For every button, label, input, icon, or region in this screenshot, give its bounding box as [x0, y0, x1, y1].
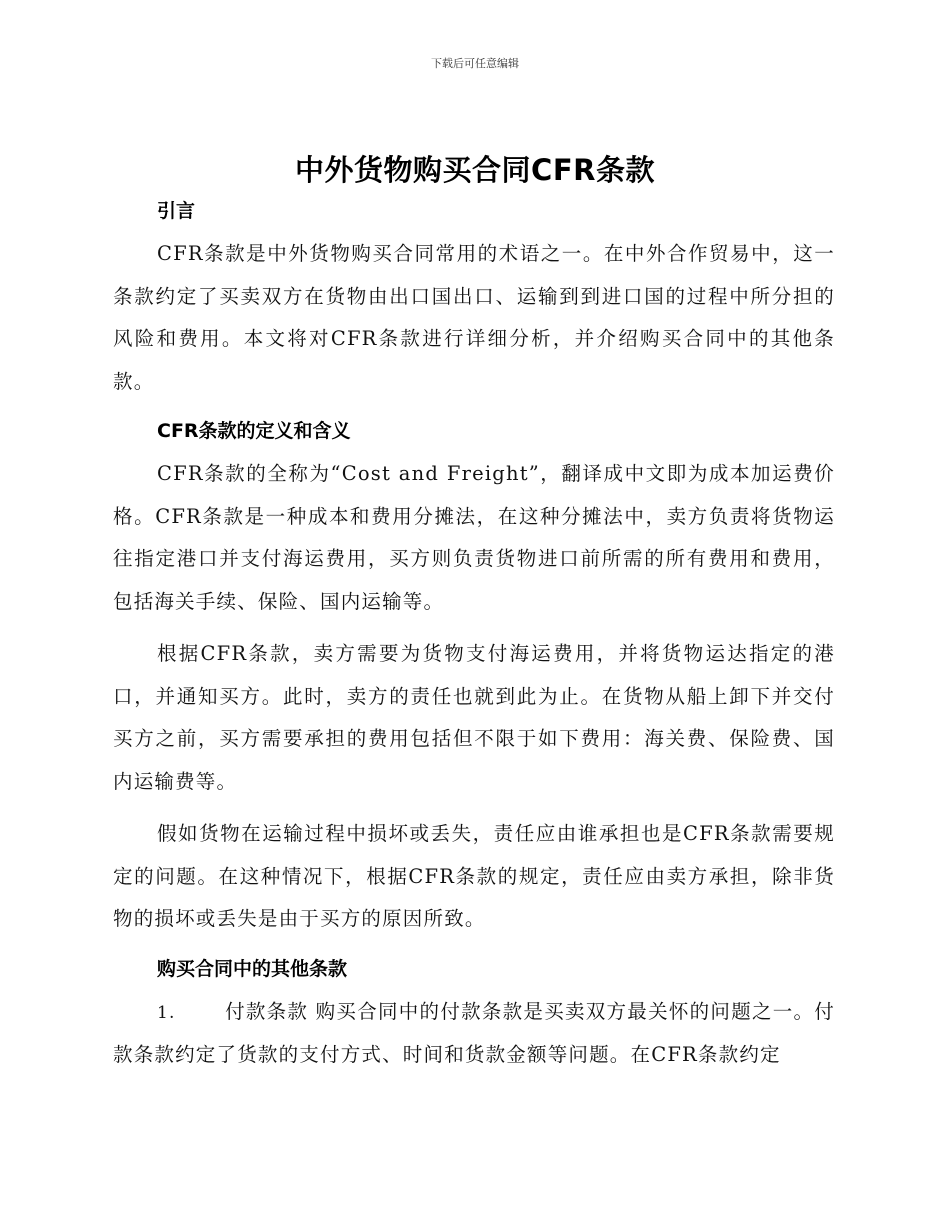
header-note: 下载后可任意编辑 [431, 57, 519, 70]
paragraph-definition-2: 根据CFR条款，卖方需要为货物支付海运费用，并将货物运达指定的港口，并通知买方。此时，卖方的责任也就到此为止。在货物从船上卸下并交付买方之前，买方需要承担的费用包括但不限于如下费用：海关费、保险费、国内运输费等。 [113, 642, 835, 793]
section-heading-other-terms: 购买合同中的其他条款 [157, 957, 348, 980]
paragraph-intro: CFR条款是中外货物购买合同常用的术语之一。在中外合作贸易中，这一条款约定了买卖双方在货物由出口国出口、运输到到进口国的过程中所分担的风险和费用。本文将对CFR条款进行详细分析，并介绍购买合同中的其他条款。 [113, 242, 835, 393]
list-item-payment [113, 991, 835, 1077]
paragraph-definition-1: CFR条款的全称为“Cost and Freight”，翻译成中文即为成本加运费价格。CFR条款是一种成本和费用分摊法，在这种分摊法中，卖方负责将货物运往指定港口并支付海运费用，买方则负责货物进口前所需的所有费用和费用，包括海关手续、保险、国内运输等。 [113, 462, 835, 613]
paragraph-definition-3: 假如货物在运输过程中损坏或丢失，责任应由谁承担也是CFR条款需要规定的问题。在这种情况下，根据CFR条款的规定，责任应由卖方承担，除非货物的损坏或丢失是由于买方的原因所致。 [113, 822, 835, 930]
document-title: 中外货物购买合同CFR条款 [295, 153, 655, 187]
section-heading-intro: 引言 [157, 200, 196, 222]
list-item-number: 1. [157, 1002, 176, 1023]
list-item-text: 付款条款 购买合同中的付款条款是买卖双方最关怀的问题之一。付款条款约定了货款的支付方式、时间和货款金额等问题。在CFR条款约定 [113, 999, 835, 1066]
document-body [113, 193, 835, 1077]
section-heading-definition: CFR条款的定义和含义 [157, 420, 351, 442]
